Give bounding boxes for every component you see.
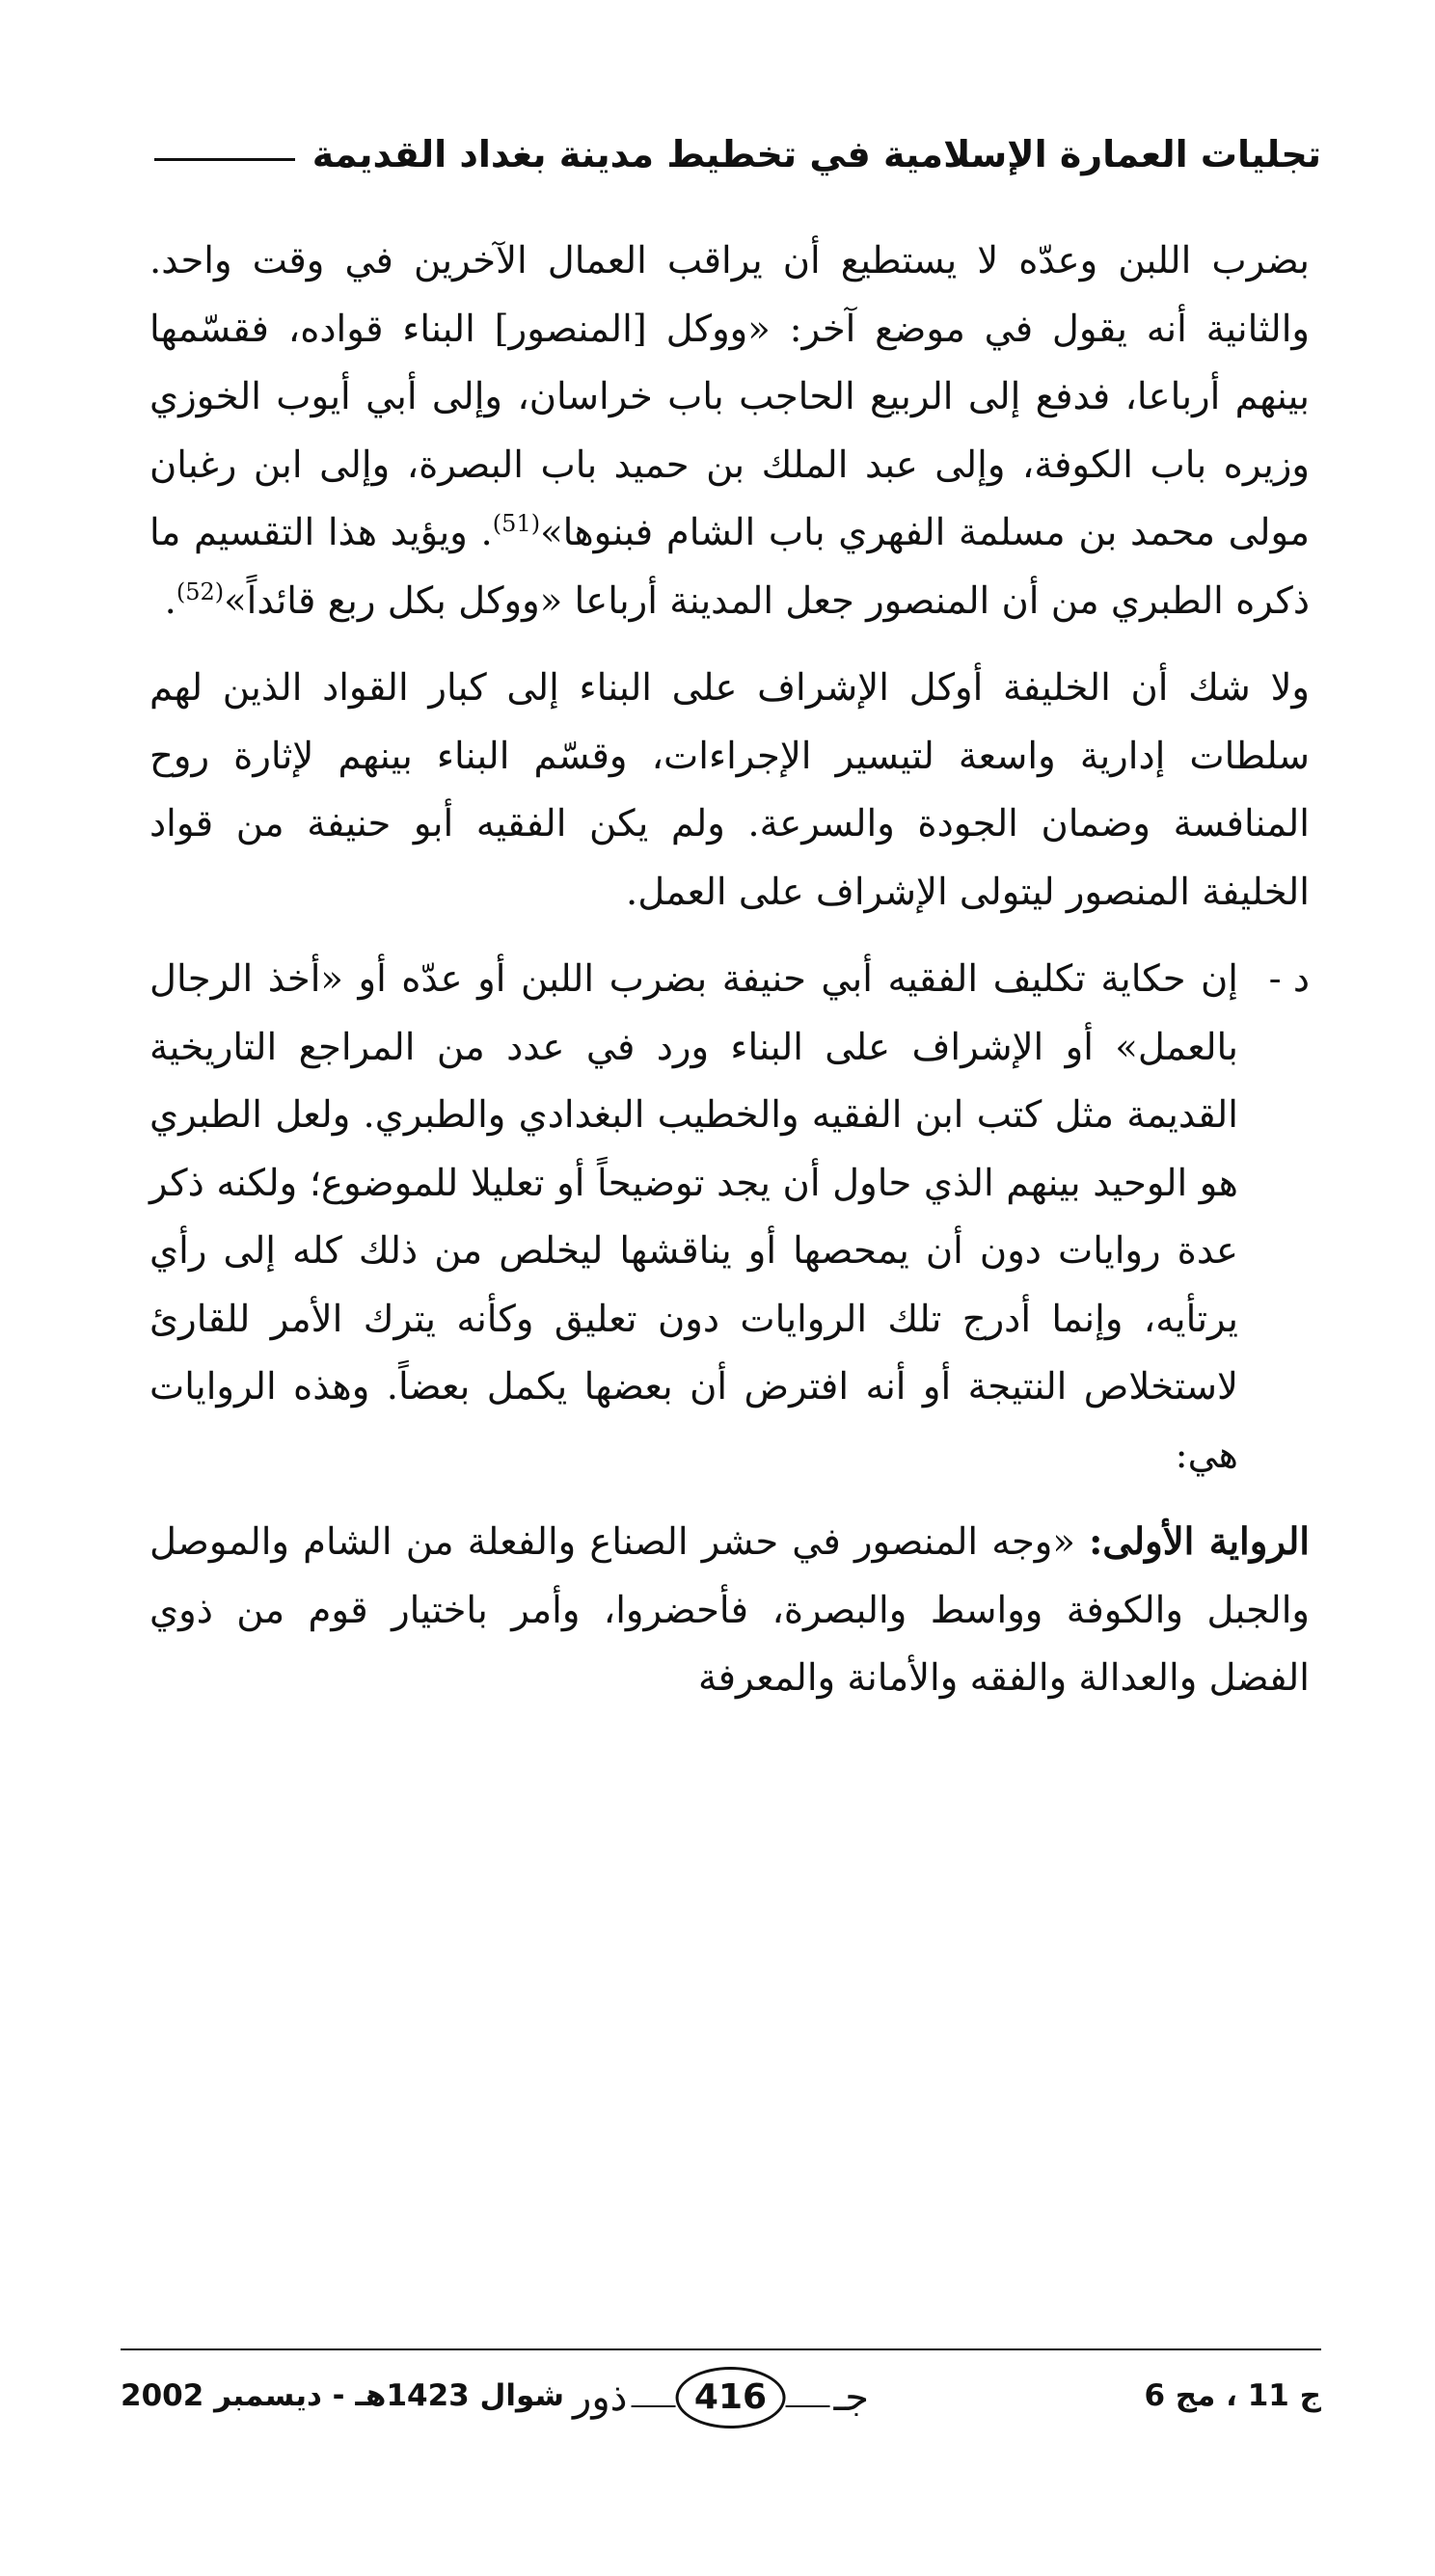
issue-date: شوال 1423هـ - ديسمبر 2002 <box>121 2378 564 2413</box>
journal-right-word: ذور <box>573 2375 628 2420</box>
body-text <box>149 228 1310 1713</box>
volume-label: ج 11 ، مج 6 <box>1144 2378 1321 2413</box>
list-marker-d: د - <box>1268 957 1310 1001</box>
footnote-ref-51: (51) <box>492 510 541 538</box>
paragraph-1 <box>149 228 1310 635</box>
paragraph-riwaya-1 <box>149 1509 1310 1713</box>
journal-line-right <box>632 2405 676 2407</box>
journal-line-left <box>786 2405 830 2407</box>
paragraph-1-text: بضرب اللبن وعدّه لا يستطيع أن يراقب العمال الآخرين في وقت واحد. والثانية أنه يقول في موضع آخر: «ووكل [المنصور] البناء قواده، فقسّمها بينهم أرباعا، فدفع إلى الربيع الحاجب باب خراسان، وإلى أبي أيوب الخوزي وزيره باب الكوفة، وإلى عبد الملك بن حميد باب البصرة، وإلى ابن رغبان مولى محمد بن مسلمة الفهري باب الشام فبنوها» <box>149 239 1311 554</box>
list-item-d <box>149 946 1310 1489</box>
journal-left-letter: جـ <box>833 2375 869 2420</box>
page-footer <box>121 2367 1321 2444</box>
riwaya-1-text: «وجه المنصور في حشر الصناع والفعلة من الشام والموصل والجبل والكوفة وواسط والبصرة، فأحضروا، وأمر باختيار قوم من ذوي الفضل والعدالة والفقه والأمانة والمعرفة <box>149 1520 1310 1700</box>
running-head <box>154 125 1321 183</box>
page-number: 416 <box>676 2367 786 2428</box>
footnote-ref-52: (52) <box>176 577 225 605</box>
header-rule <box>154 158 295 161</box>
journal-mark <box>569 2367 873 2428</box>
riwaya-1-lead: الرواية الأولى: <box>1089 1520 1311 1564</box>
paragraph-1-end: . <box>164 578 176 623</box>
paragraph-1-cont: . ويؤيد هذا التقسيم ما ذكره الطبري من أن المنصور جعل المدينة أرباعا «ووكل بكل ربع قائداً» <box>149 511 1310 623</box>
list-item-d-text: إن حكاية تكليف الفقيه أبي حنيفة بضرب اللبن أو عدّه أو «أخذ الرجال بالعمل» أو الإشراف على البناء ورد في عدد من المراجع التاريخية القديمة مثل كتب ابن الفقيه والخطيب البغدادي والطبري. ولعل الطبري هو الوحيد بينهم الذي حاول أن يجد توضيحاً أو تعليلا للموضوع؛ ولكنه ذكر عدة روايات دون أن يمحصها أو يناقشها ليخلص من ذلك كله إلى رأي يرتأيه، وإنما أدرج تلك الروايات دون تعليق وكأنه يترك الأمر للقارئ لاستخلاص النتيجة أو أنه افترض أن بعضها يكمل بعضاً. وهذه الروايات هي: <box>149 957 1238 1477</box>
running-title: تجليات العمارة الإسلامية في تخطيط مدينة بغداد القديمة <box>311 133 1321 175</box>
footer-rule <box>121 2348 1321 2350</box>
paragraph-2: ولا شك أن الخليفة أوكل الإشراف على البناء إلى كبار القواد الذين لهم سلطات إدارية واسعة لتيسير الإجراءات، وقسّم البناء بينهم لإثارة روح المنافسة وضمان الجودة والسرعة. ولم يكن الفقيه أبو حنيفة من قواد الخليفة المنصور ليتولى الإشراف على العمل. <box>149 666 1310 914</box>
